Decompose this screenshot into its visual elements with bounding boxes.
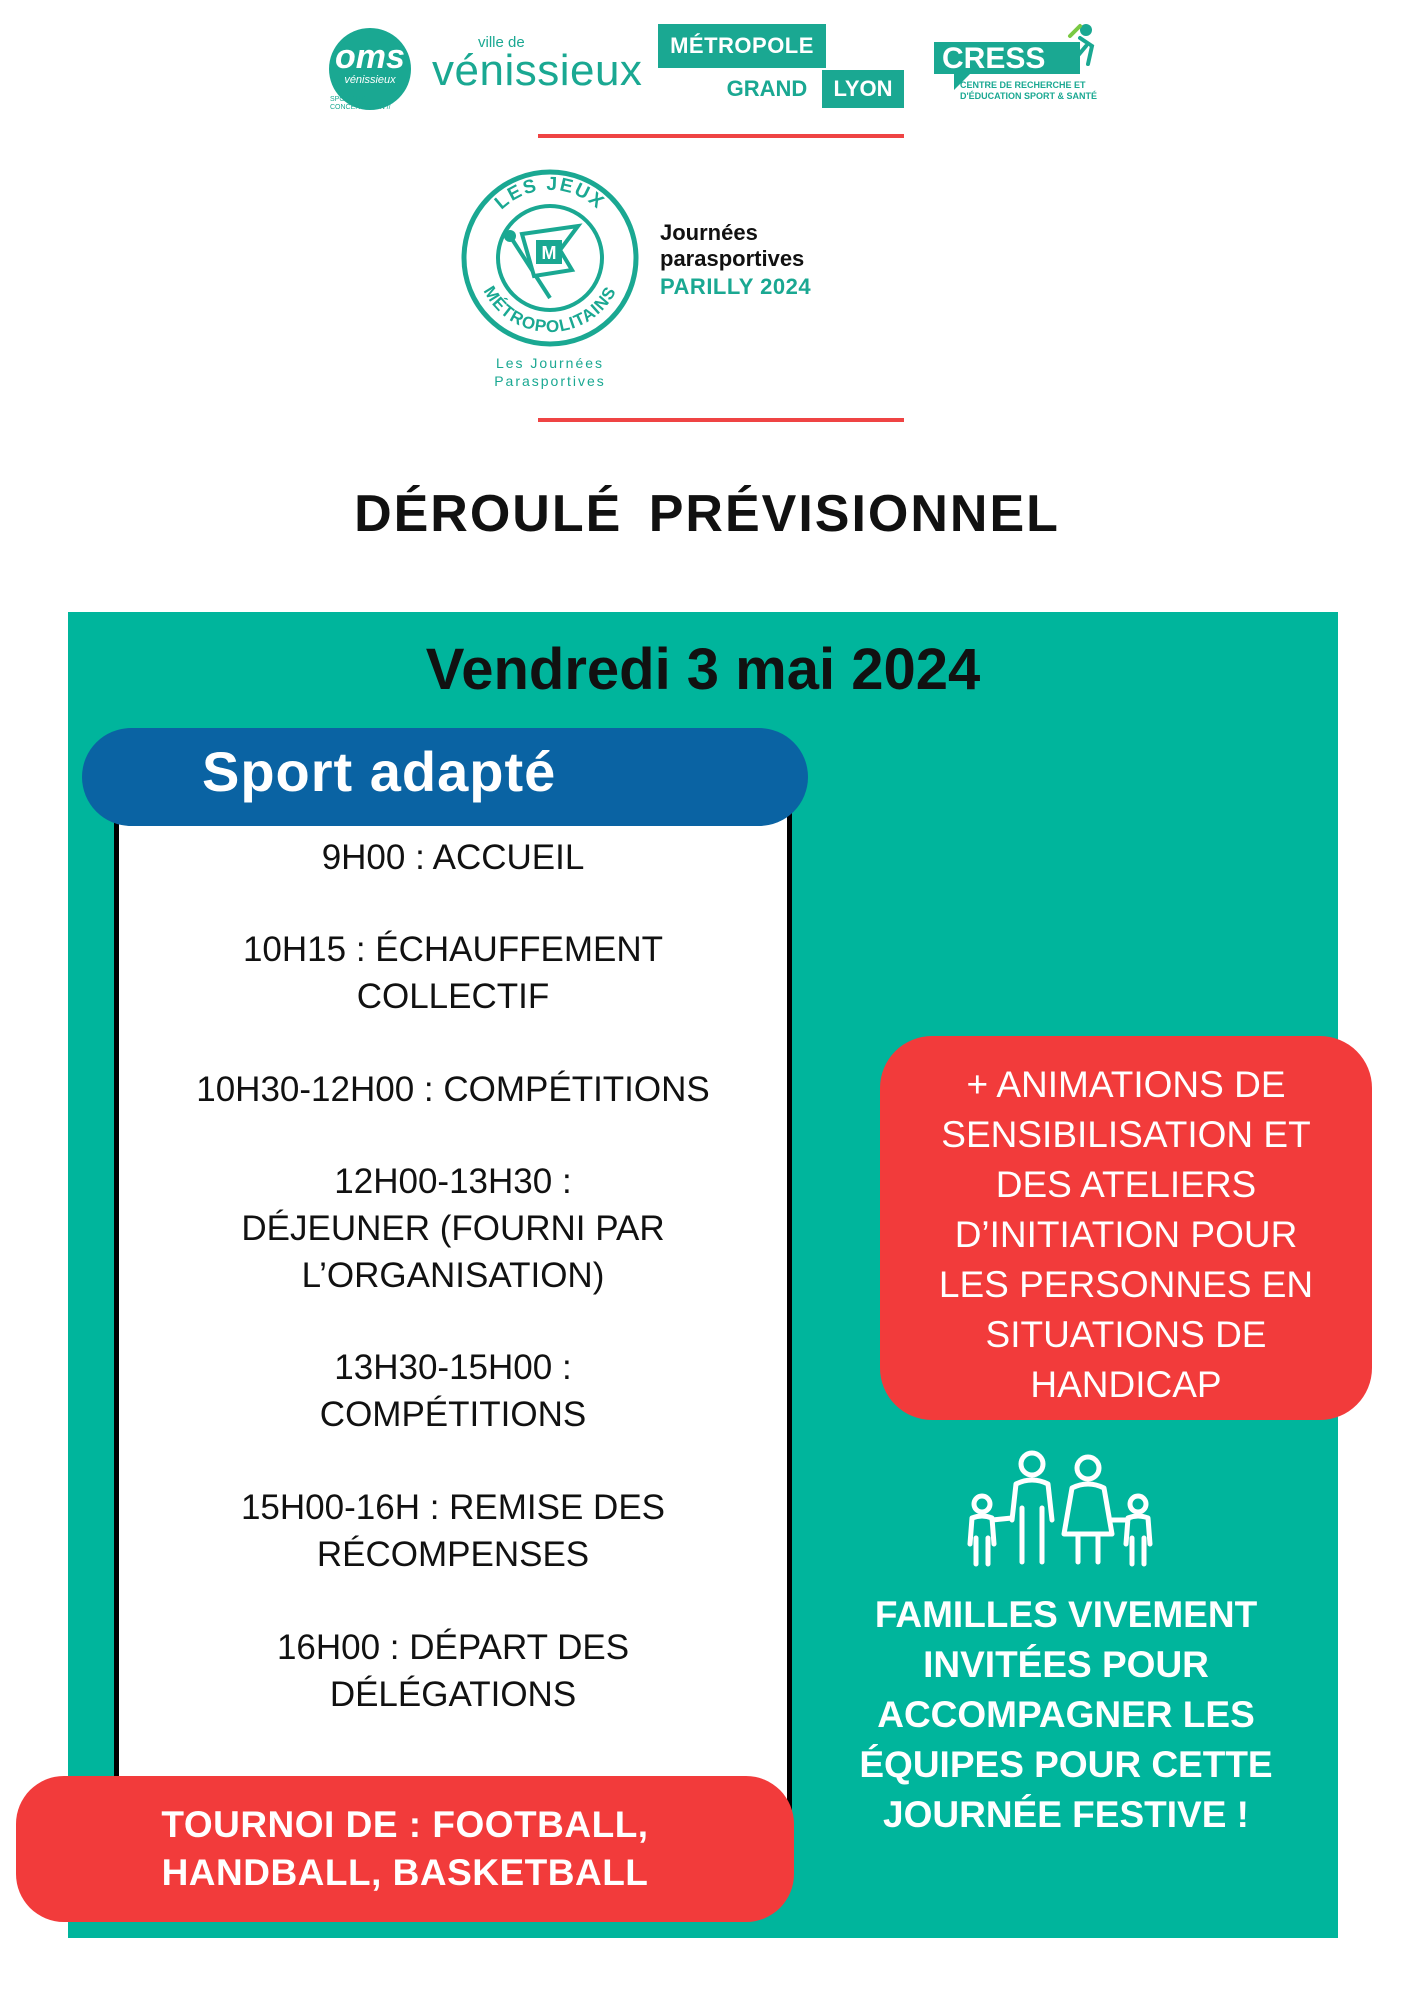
- schedule-line: 13H30-15H00 :: [334, 1348, 572, 1387]
- event-date: Vendredi 3 mai 2024: [425, 637, 981, 702]
- families-invitation: [816, 1590, 1316, 1840]
- animations-line: D’INITIATION POUR: [954, 1214, 1298, 1255]
- schedule-line: RÉCOMPENSES: [316, 1535, 590, 1574]
- tournament-line: TOURNOI DE : FOOTBALL,: [161, 1804, 649, 1845]
- tournament-banner: [16, 1776, 794, 1922]
- venissieux-logo-text: vénissieux: [432, 46, 643, 95]
- schedule-line: DÉLÉGATIONS: [329, 1675, 577, 1714]
- family-icon: [960, 1448, 1160, 1568]
- schedule-item: [114, 1624, 792, 1718]
- logo-subtitle: [470, 354, 630, 390]
- families-line: ACCOMPAGNER LES: [877, 1694, 1255, 1735]
- schedule-line: DÉJEUNER (FOURNI PAR: [241, 1209, 665, 1248]
- jeux-metropolitains-logo: [460, 168, 640, 348]
- ville-de-text: ville de: [478, 34, 525, 51]
- logo-divider: [538, 418, 904, 422]
- metropole-logo-top: MÉTROPOLE: [658, 24, 826, 68]
- animations-line: SENSIBILISATION ET: [941, 1114, 1311, 1155]
- families-line: INVITÉES POUR: [923, 1644, 1209, 1685]
- animations-callout: [880, 1036, 1372, 1420]
- cress-logo-text: CRESS: [942, 42, 1046, 75]
- header-divider: [538, 134, 904, 138]
- schedule-item: [114, 1066, 792, 1113]
- logo-flag-letter: M: [541, 243, 557, 263]
- schedule-item: [114, 926, 792, 1020]
- logo-ring-top-text: LES JEUX: [491, 173, 609, 214]
- category-header: Sport adapté: [82, 728, 808, 826]
- page-title: DÉROULÉ PRÉVISIONNEL: [354, 485, 1060, 543]
- schedule-item: [114, 834, 792, 881]
- schedule-item: [114, 1484, 792, 1578]
- schedule-line: 10H15 : ÉCHAUFFEMENT: [242, 930, 664, 969]
- event-title-line-1: Journées: [660, 220, 758, 245]
- families-line: FAMILLES VIVEMENT: [874, 1594, 1258, 1635]
- metropole-logo-grand: GRAND: [726, 76, 808, 101]
- oms-logo-text: oms: [335, 38, 405, 76]
- schedule-item: [114, 1158, 792, 1299]
- schedule-line: L’ORGANISATION): [301, 1256, 605, 1295]
- schedule-line: 12H00-13H30 :: [334, 1162, 572, 1201]
- event-title-line-3: PARILLY 2024: [660, 274, 812, 299]
- animations-line: SITUATIONS DE: [985, 1314, 1267, 1355]
- schedule-line: COMPÉTITIONS: [319, 1395, 587, 1434]
- oms-logo-subtext: vénissieux: [344, 74, 396, 86]
- families-line: JOURNÉE FESTIVE !: [883, 1794, 1249, 1835]
- schedule-line: 16H00 : DÉPART DES: [276, 1628, 630, 1667]
- event-title-line-2: parasportives: [660, 246, 805, 271]
- schedule-line: 15H00-16H : REMISE DES: [240, 1488, 666, 1527]
- cress-tagline: CENTRE DE RECHERCHE ET D'ÉDUCATION SPORT & SANTÉ: [960, 80, 1097, 101]
- schedule-line: 10H30-12H00 : COMPÉTITIONS: [196, 1070, 710, 1109]
- logo-subtitle-line-1: Les Journées: [495, 355, 605, 371]
- schedule-line: 9H00 : ACCUEIL: [321, 838, 585, 877]
- schedule-line: COLLECTIF: [356, 977, 550, 1016]
- animations-line: LES PERSONNES EN: [938, 1264, 1314, 1305]
- animations-line: DES ATELIERS: [995, 1164, 1257, 1205]
- oms-tagline: SPORT ET CONCERTATION //: [330, 96, 391, 111]
- metropole-logo-lyon: LYON: [822, 70, 904, 108]
- logo-subtitle-line-2: Parasportives: [494, 373, 606, 389]
- animations-line: + ANIMATIONS DE: [966, 1064, 1286, 1105]
- schedule-item: [114, 1344, 792, 1438]
- tournament-line: HANDBALL, BASKETBALL: [161, 1852, 649, 1893]
- logo-ring-bottom-text: MÉTROPOLITAINS: [479, 282, 621, 337]
- animations-line: HANDICAP: [1030, 1364, 1222, 1405]
- families-line: ÉQUIPES POUR CETTE: [859, 1744, 1273, 1785]
